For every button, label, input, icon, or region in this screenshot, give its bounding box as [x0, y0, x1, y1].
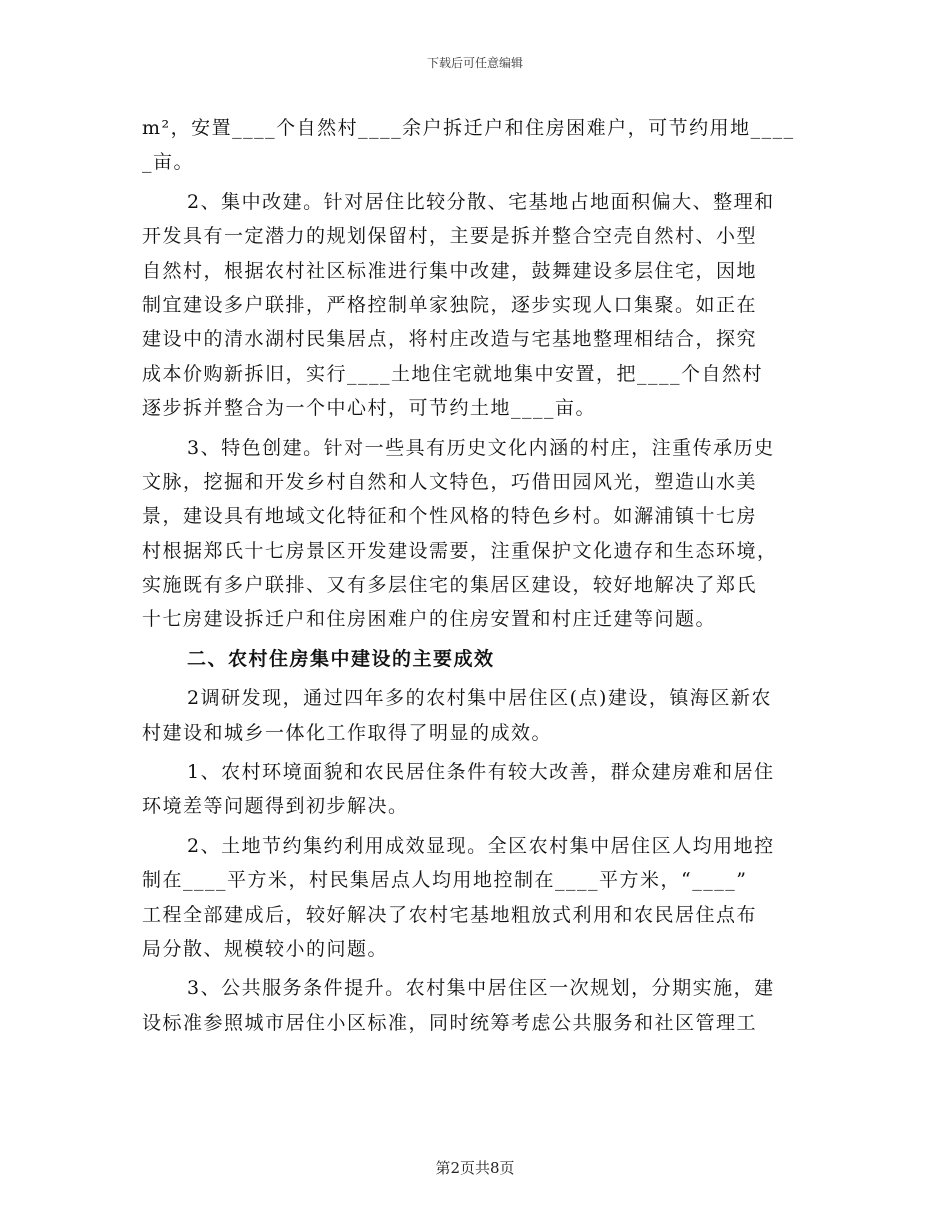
text-line: 环境差等问题得到初步解决。: [142, 795, 409, 818]
paragraph-public-services: [142, 971, 808, 1040]
text-line: 3、特色创建。针对一些具有历史文化内涵的村庄，注重传承历史: [187, 436, 775, 459]
heading-text: 二、农村住房集中建设的主要成效: [187, 647, 495, 670]
paragraph-survey-findings: [142, 681, 808, 750]
paragraph-feature-creation: [142, 431, 808, 637]
text-line: 设标准参照城市居住小区标准，同时统筹考虑公共服务和社区管理工: [142, 1011, 758, 1034]
text-line: 村建设和城乡一体化工作取得了明显的成效。: [142, 721, 553, 744]
text-line: 工程全部建成后，较好解决了农村宅基地粗放式利用和农民居住点布: [142, 903, 758, 926]
paragraph-centralized-rebuild: [142, 185, 808, 426]
text-line: 实施既有多户联排、又有多层住宅的集居区建设，较好地解决了郑氏: [142, 574, 758, 597]
text-line: 建设中的清水湖村民集居点，将村庄改造与宅基地整理相结合，探究: [142, 328, 758, 351]
text-line: 2、集中改建。针对居住比较分散、宅基地占地面积偏大、整理和: [187, 190, 775, 213]
text-line: 文脉，挖掘和开发乡村自然和人文特色，巧借田园风光，塑造山水美: [142, 470, 758, 493]
text-line: 成本价购新拆旧，实行____土地住宅就地集中安置，把____个自然村: [142, 362, 764, 385]
text-line: 逐步拆并整合为一个中心村，可节约土地____亩。: [142, 397, 597, 420]
text-line: 2、土地节约集约利用成效显现。全区农村集中居住区人均用地控: [187, 834, 775, 857]
page-header: 下载后可任意编辑: [426, 56, 523, 70]
section-heading: [142, 642, 808, 676]
text-line: 村根据郑氏十七房景区开发建设需要，注重保护文化遗存和生态环境，: [142, 539, 778, 562]
text-line: 十七房建设拆迁户和住房困难户的住房安置和村庄迁建等问题。: [142, 608, 717, 631]
text-line: 自然村，根据农村社区标准进行集中改建，鼓舞建设多层住宅，因地: [142, 259, 758, 282]
paragraph-land-saving: [142, 829, 808, 967]
paragraph-living-conditions: [142, 755, 808, 824]
text-line: _亩。: [142, 151, 195, 174]
text-line: 制在____平方米，村民集居点人均用地控制在____平方米，“____”: [142, 869, 748, 892]
text-line: 1、农村环境面貌和农民居住条件有较大改善，群众建房难和居住: [187, 761, 775, 784]
text-line: 制宜建设多户联排，严格控制单家独院，逐步实现人口集聚。如正在: [142, 293, 758, 316]
text-line: 3、公共服务条件提升。农村集中居住区一次规划，分期实施，建: [187, 977, 775, 1000]
text-line: 景，建设具有地域文化特征和个性风格的特色乡村。如澥浦镇十七房: [142, 505, 758, 528]
text-line: 2调研发现，通过四年多的农村集中居住区(点)建设，镇海区新农: [187, 687, 772, 710]
page-footer: 第2页共8页: [435, 1159, 515, 1177]
paragraph-continuation: [142, 111, 808, 180]
text-line: 开发具有一定潜力的规划保留村，主要是拆并整合空壳自然村、小型: [142, 225, 758, 248]
document-body: [142, 111, 808, 1045]
text-line: m²，安置____个自然村____余户拆迁户和住房困难户，可节约用地____: [142, 117, 795, 139]
text-line: 局分散、规模较小的问题。: [142, 937, 389, 960]
